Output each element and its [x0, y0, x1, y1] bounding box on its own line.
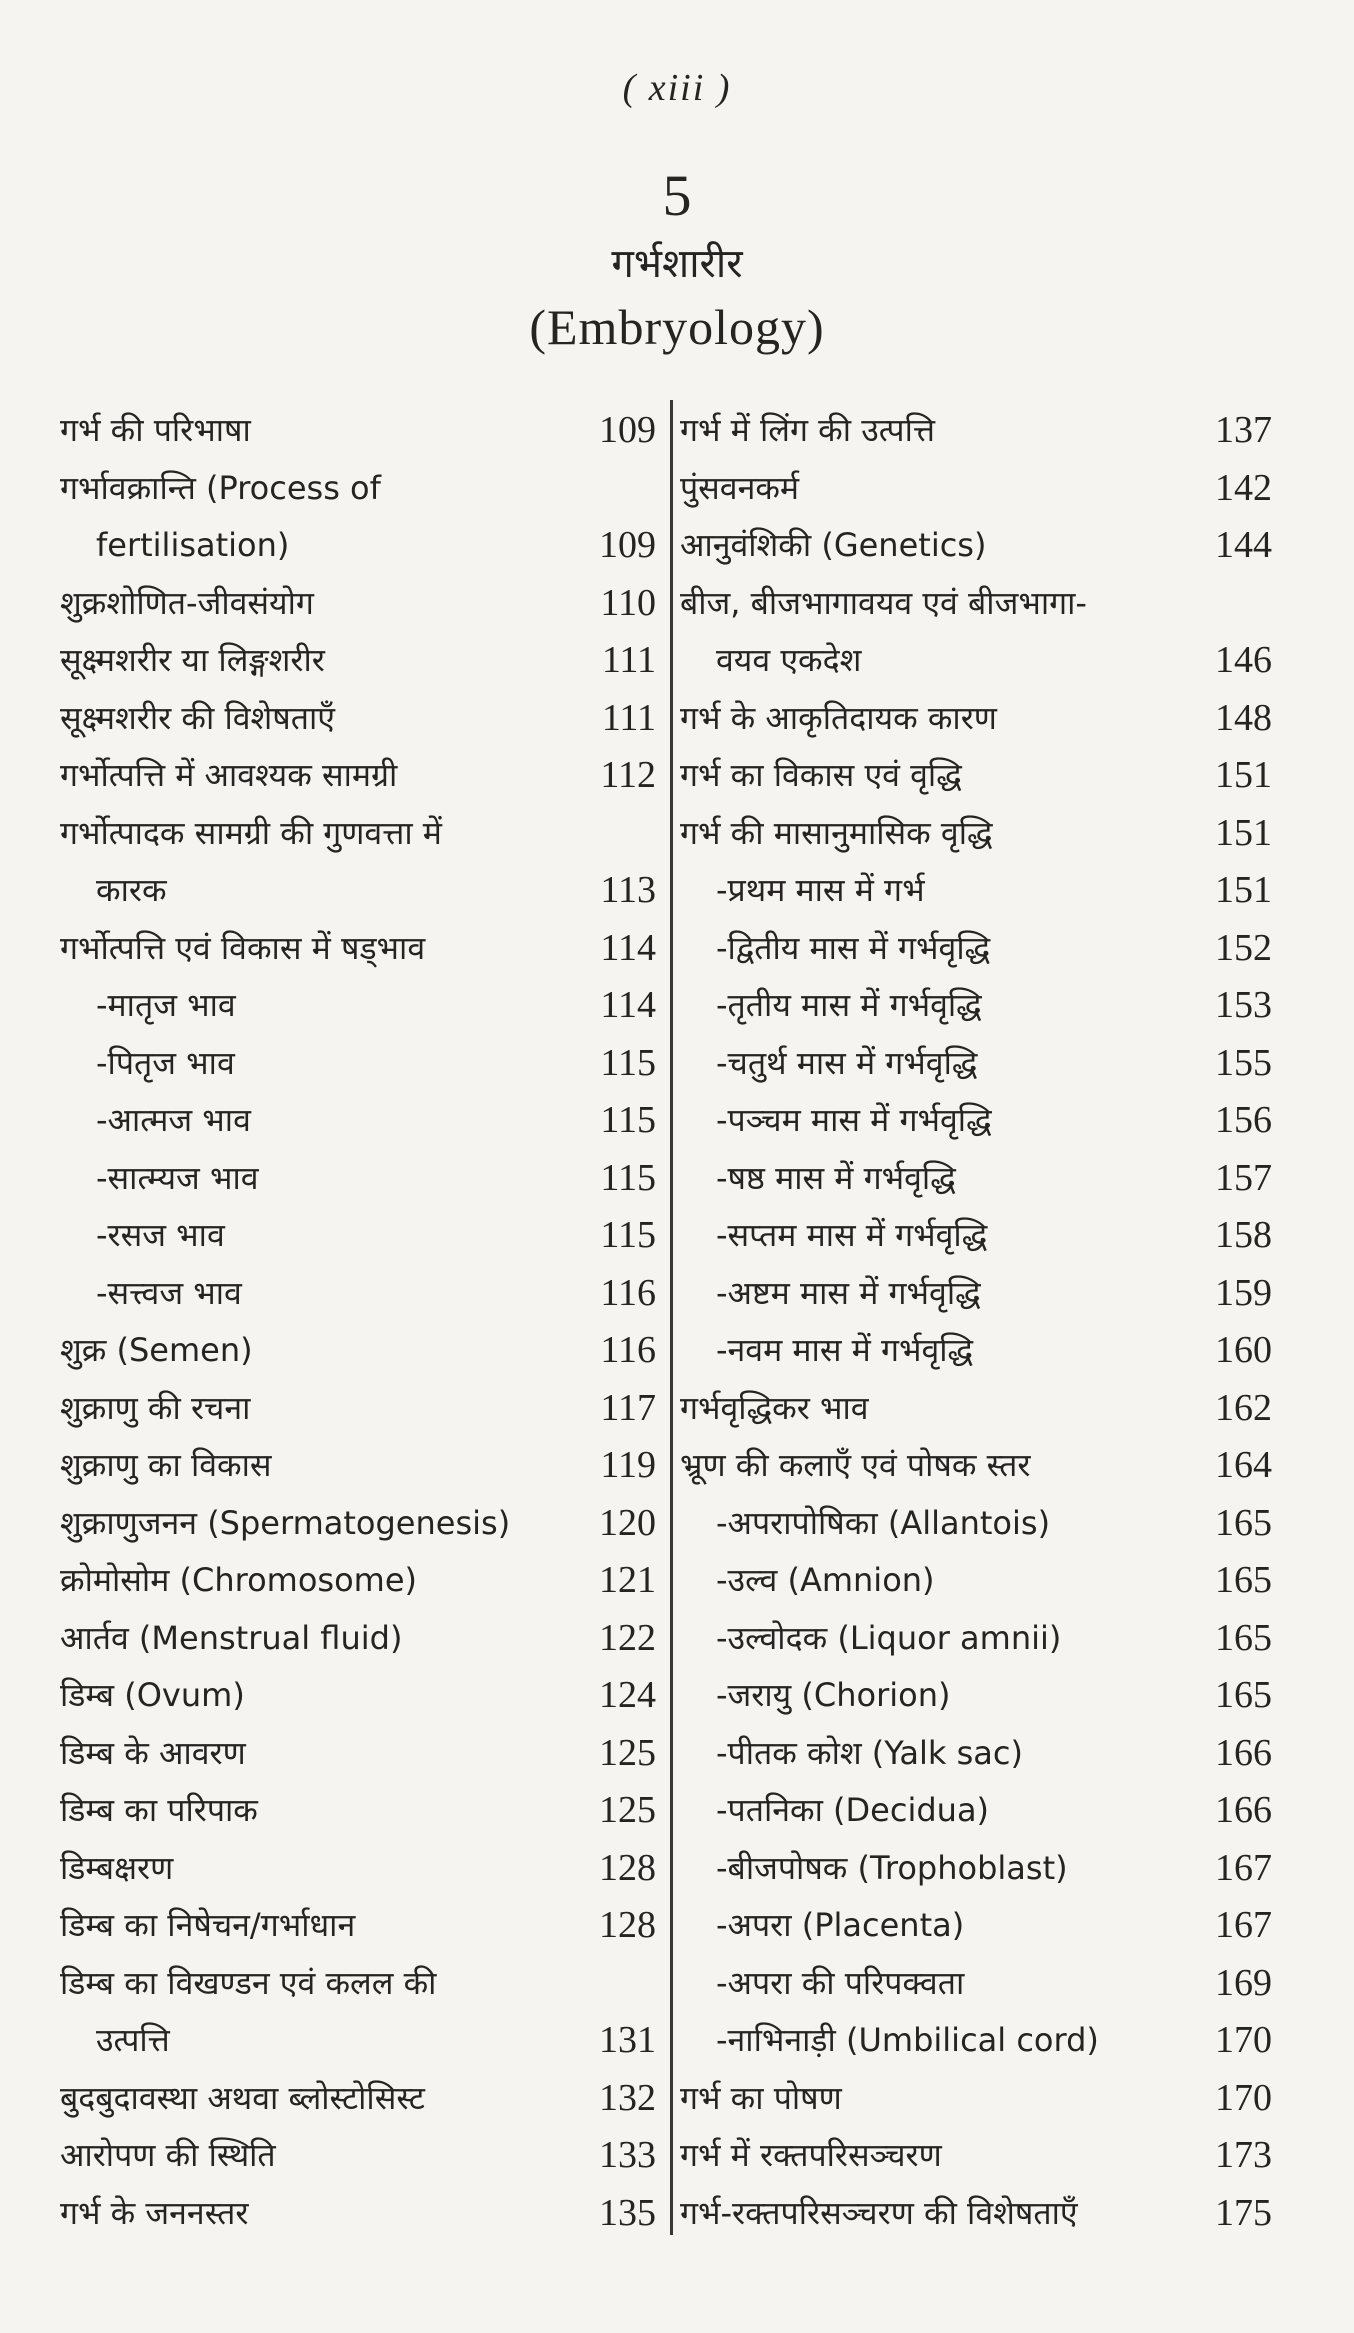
toc-entry-page: 162 — [1215, 1386, 1272, 1429]
toc-entry-page: 116 — [600, 1329, 656, 1371]
toc-entry-title: कारक — [96, 871, 167, 909]
toc-entry-page: 116 — [600, 1271, 656, 1314]
toc-entry — [680, 1322, 1272, 1380]
toc-entry-title: आर्तव (Menstrual fluid) — [60, 1618, 403, 1657]
toc-entry-title: गर्भावक्रान्ति (Process of — [60, 468, 381, 507]
toc-entry-page: 128 — [599, 1846, 656, 1889]
toc-entry — [60, 460, 656, 518]
toc-entry — [60, 1092, 656, 1150]
toc-entry-page: 155 — [1215, 1041, 1272, 1084]
toc-entry-page: 115 — [600, 1214, 656, 1256]
toc-entry-page: 165 — [1215, 1559, 1272, 1601]
toc-entry-title: गर्भोत्पत्ति में आवश्यक सामग्री — [60, 756, 398, 794]
toc-entry-page: 153 — [1215, 984, 1272, 1026]
toc-entry-title: -बीजपोषक (Trophoblast) — [716, 1848, 1068, 1887]
toc-entry — [60, 402, 656, 460]
toc-entry-title: डिम्ब का निषेचन/गर्भाधान — [60, 1906, 356, 1944]
toc-entry — [680, 1495, 1272, 1553]
toc-entry-title: -उल्वोदक (Liquor amnii) — [716, 1618, 1062, 1657]
toc-entry-page: 132 — [599, 2076, 656, 2119]
toc-entry — [680, 1840, 1272, 1898]
toc-entry — [680, 1552, 1272, 1610]
toc-entry-page: 125 — [599, 1731, 656, 1774]
toc-entry-page: 157 — [1215, 1156, 1272, 1199]
toc-entry-title: -सत्त्वज भाव — [96, 1273, 242, 1312]
toc-entry-page: 135 — [599, 2191, 656, 2234]
toc-entry — [680, 575, 1272, 633]
toc-entry-page: 111 — [601, 639, 656, 681]
toc-entry-page: 144 — [1215, 524, 1272, 566]
toc-entry-page: 110 — [600, 581, 656, 624]
toc-entry-page: 158 — [1215, 1214, 1272, 1256]
toc-entry-title: -पितृज भाव — [96, 1043, 235, 1082]
toc-entry-title: -पीतक कोश (Yalk sac) — [716, 1733, 1023, 1772]
toc-entry — [680, 2185, 1272, 2243]
toc-entry-page: 156 — [1215, 1099, 1272, 1141]
toc-entry-title: आनुवंशिकी (Genetics) — [680, 526, 987, 564]
toc-entry-title: -चतुर्थ मास में गर्भवृद्धि — [716, 1043, 978, 1082]
toc-entry — [680, 862, 1272, 920]
toc-entry — [680, 1667, 1272, 1725]
toc-entry-page: 131 — [599, 2019, 656, 2061]
toc-entry-page: 167 — [1215, 1904, 1272, 1946]
toc-entry — [60, 977, 656, 1035]
toc-entry — [60, 862, 656, 920]
toc-entry-title: गर्भवृद्धिकर भाव — [680, 1388, 869, 1427]
toc-entry-page: 159 — [1215, 1271, 1272, 1314]
toc-entry — [680, 747, 1272, 805]
toc-entry — [60, 2185, 656, 2243]
toc-entry-title: वयव एकदेश — [716, 641, 862, 679]
toc-entry-page: 119 — [600, 1444, 656, 1486]
toc-entry — [680, 2012, 1272, 2070]
toc-entry — [680, 805, 1272, 863]
toc-entry-page: 152 — [1215, 926, 1272, 969]
toc-entry-page: 128 — [599, 1904, 656, 1946]
toc-entry-page: 164 — [1215, 1444, 1272, 1486]
chapter-subtitle: (Embryology) — [529, 299, 825, 355]
toc-entry-page: 165 — [1215, 1674, 1272, 1716]
toc-entry-title: fertilisation) — [96, 526, 290, 564]
toc-entry-title: -अपरापोषिका (Allantois) — [716, 1503, 1051, 1542]
toc-entry-title: -रसज भाव — [96, 1216, 225, 1254]
toc-entry — [60, 1495, 656, 1553]
toc-entry-page: 125 — [599, 1789, 656, 1831]
toc-entry-page: 151 — [1215, 869, 1272, 911]
toc-entry-page: 175 — [1215, 2191, 1272, 2234]
toc-entry-page: 121 — [599, 1559, 656, 1601]
toc-entry-page: 109 — [599, 409, 656, 451]
toc-entry — [680, 517, 1272, 575]
toc-entry — [680, 460, 1272, 518]
toc-entry-title: गर्भ का पोषण — [680, 2078, 842, 2117]
toc-entry — [60, 575, 656, 633]
toc-entry — [680, 1207, 1272, 1265]
toc-entry — [60, 1380, 656, 1438]
toc-entry — [680, 2127, 1272, 2185]
column-divider — [670, 400, 673, 2235]
toc-entry — [60, 2127, 656, 2185]
toc-entry-page: 109 — [599, 524, 656, 566]
toc-entry-page: 122 — [599, 1616, 656, 1659]
toc-entry — [60, 1840, 656, 1898]
toc-entry — [60, 1437, 656, 1495]
toc-entry — [60, 1035, 656, 1093]
toc-entry-title: -सप्तम मास में गर्भवृद्धि — [716, 1216, 988, 1254]
toc-entry — [60, 2070, 656, 2128]
toc-entry-title: डिम्ब (Ovum) — [60, 1676, 245, 1714]
toc-entry-page: 120 — [599, 1501, 656, 1544]
toc-entry-title: -द्वितीय मास में गर्भवृद्धि — [716, 928, 991, 967]
toc-entry-title: डिम्ब का परिपाक — [60, 1791, 258, 1829]
toc-entry — [60, 1552, 656, 1610]
toc-entry-page: 114 — [600, 926, 656, 969]
toc-entry-page: 111 — [601, 696, 656, 739]
toc-entry-page: 117 — [600, 1386, 656, 1429]
toc-entry-page: 167 — [1215, 1846, 1272, 1889]
toc-entry-title: क्रोमोसोम (Chromosome) — [60, 1561, 418, 1599]
toc-entry-title: शुक्रशोणित-जीवसंयोग — [60, 583, 314, 622]
toc-entry-title: गर्भ में लिंग की उत्पत्ति — [680, 411, 935, 449]
toc-right-column — [680, 402, 1272, 2242]
toc-entry — [60, 2012, 656, 2070]
toc-entry — [680, 1955, 1272, 2013]
toc-entry-title: -उल्व (Amnion) — [716, 1561, 935, 1599]
toc-entry-title: -अपरा की परिपक्वता — [716, 1963, 965, 2002]
toc-entry-title: -मातृज भाव — [96, 986, 236, 1024]
toc-entry — [60, 1610, 656, 1668]
toc-entry-title: -जरायु (Chorion) — [716, 1676, 951, 1714]
toc-entry — [680, 2070, 1272, 2128]
toc-entry-title: -नाभिनाड़ी (Umbilical cord) — [716, 2021, 1099, 2059]
toc-entry-title: भ्रूण की कलाएँ एवं पोषक स्तर — [680, 1446, 1031, 1484]
toc-entry-page: 151 — [1215, 754, 1272, 796]
toc-entry — [680, 1437, 1272, 1495]
toc-entry — [680, 1782, 1272, 1840]
toc-entry-page: 113 — [600, 869, 656, 911]
toc-entry — [680, 632, 1272, 690]
page-number: ( xiii ) — [622, 67, 732, 109]
toc-entry-page: 165 — [1215, 1616, 1272, 1659]
toc-entry-title: -षष्ठ मास में गर्भवृद्धि — [716, 1158, 956, 1197]
chapter-title: गर्भशारीर — [611, 241, 743, 287]
toc-entry-title: -नवम मास में गर्भवृद्धि — [716, 1331, 974, 1369]
toc-entry — [60, 747, 656, 805]
toc-entry-page: 169 — [1215, 1961, 1272, 2004]
toc-entry-title: शुक्र (Semen) — [60, 1331, 253, 1369]
toc-entry — [680, 690, 1272, 748]
toc-entry — [60, 1955, 656, 2013]
toc-entry — [680, 402, 1272, 460]
toc-left-column — [60, 402, 656, 2242]
toc-entry-page: 170 — [1215, 2019, 1272, 2061]
toc-entry — [60, 1322, 656, 1380]
toc-entry-page: 165 — [1215, 1501, 1272, 1544]
toc-entry-title: -सात्म्यज भाव — [96, 1158, 259, 1197]
toc-entry — [680, 920, 1272, 978]
toc-entry-title: -आत्मज भाव — [96, 1101, 251, 1139]
toc-entry-page: 133 — [599, 2134, 656, 2176]
toc-entry — [680, 977, 1272, 1035]
toc-entry — [680, 1092, 1272, 1150]
toc-entry-title: शुक्राणुजनन (Spermatogenesis) — [60, 1503, 511, 1542]
toc-entry-title: शुक्राणु की रचना — [60, 1388, 251, 1427]
toc-entry — [680, 1897, 1272, 1955]
toc-entry-title: डिम्बक्षरण — [60, 1848, 174, 1887]
toc-entry-title: बुदबुदावस्था अथवा ब्लोस्टोसिस्ट — [60, 2078, 425, 2117]
toc-entry — [60, 1667, 656, 1725]
toc-entry-title: सूक्ष्मशरीर की विशेषताएँ — [60, 698, 336, 737]
toc-entry-title: शुक्राणु का विकास — [60, 1446, 272, 1484]
toc-entry-title: गर्भोत्पत्ति एवं विकास में षड्भाव — [60, 928, 426, 967]
toc-entry-page: 148 — [1215, 696, 1272, 739]
toc-entry — [680, 1035, 1272, 1093]
toc-entry-title: -तृतीय मास में गर्भवृद्धि — [716, 986, 982, 1024]
toc-entry — [60, 1207, 656, 1265]
toc-entry-title: सूक्ष्मशरीर या लिङ्गशरीर — [60, 641, 325, 679]
toc-entry — [60, 1897, 656, 1955]
toc-entry — [60, 1265, 656, 1323]
toc-entry — [60, 1150, 656, 1208]
toc-entry-title: गर्भ में रक्तपरिसञ्चरण — [680, 2136, 942, 2174]
toc-entry-title: गर्भ की परिभाषा — [60, 411, 251, 449]
toc-entry — [680, 1725, 1272, 1783]
toc-entry-title: -पतनिका (Decidua) — [716, 1791, 990, 1829]
toc-entry-page: 115 — [600, 1156, 656, 1199]
toc-entry-page: 115 — [600, 1041, 656, 1084]
toc-entry — [60, 632, 656, 690]
toc-entry-title: गर्भ के जननस्तर — [60, 2193, 249, 2232]
toc-entry-page: 166 — [1215, 1731, 1272, 1774]
toc-entry-title: गर्भ का विकास एवं वृद्धि — [680, 756, 962, 794]
toc-entry-page: 166 — [1215, 1789, 1272, 1831]
toc-entry-page: 115 — [600, 1099, 656, 1141]
toc-entry-title: गर्भोत्पादक सामग्री की गुणवत्ता में — [60, 813, 442, 852]
toc-entry-title: आरोपण की स्थिति — [60, 2136, 276, 2174]
toc-entry-title: -अपरा (Placenta) — [716, 1906, 965, 1944]
toc-entry — [680, 1610, 1272, 1668]
toc-entry — [680, 1150, 1272, 1208]
toc-entry-page: 112 — [600, 754, 656, 796]
chapter-number: 5 — [662, 163, 692, 228]
toc-entry — [60, 1725, 656, 1783]
toc-entry-page: 151 — [1215, 811, 1272, 854]
toc-entry-page: 170 — [1215, 2076, 1272, 2119]
toc-entry-title: डिम्ब का विखण्डन एवं कलल की — [60, 1963, 437, 2002]
toc-entry — [60, 805, 656, 863]
toc-entry-page: 146 — [1215, 639, 1272, 681]
toc-entry-title: पुंसवनकर्म — [680, 468, 800, 507]
toc-entry-title: गर्भ की मासानुमासिक वृद्धि — [680, 813, 993, 852]
toc-entry-page: 124 — [599, 1674, 656, 1716]
toc-entry-page: 160 — [1215, 1329, 1272, 1371]
toc-entry-title: गर्भ के आकृतिदायक कारण — [680, 698, 997, 737]
toc-entry-title: -प्रथम मास में गर्भ — [716, 871, 925, 909]
toc-entry-title: गर्भ-रक्तपरिसञ्चरण की विशेषताएँ — [680, 2193, 1078, 2232]
toc-entry-page: 137 — [1215, 409, 1272, 451]
toc-entry-title: डिम्ब के आवरण — [60, 1733, 246, 1772]
toc-entry-page: 173 — [1215, 2134, 1272, 2176]
toc-entry-title: बीज, बीजभागावयव एवं बीजभागा- — [680, 583, 1087, 622]
toc-entry-title: -पञ्चम मास में गर्भवृद्धि — [716, 1101, 992, 1139]
toc-entry-page: 142 — [1215, 466, 1272, 509]
toc-entry — [60, 517, 656, 575]
toc-entry — [680, 1265, 1272, 1323]
toc-entry — [60, 690, 656, 748]
toc-entry — [60, 1782, 656, 1840]
toc-entry — [60, 920, 656, 978]
toc-entry — [680, 1380, 1272, 1438]
toc-entry-page: 114 — [600, 984, 656, 1026]
toc-entry-title: -अष्टम मास में गर्भवृद्धि — [716, 1273, 981, 1312]
toc-entry-title: उत्पत्ति — [96, 2021, 170, 2059]
